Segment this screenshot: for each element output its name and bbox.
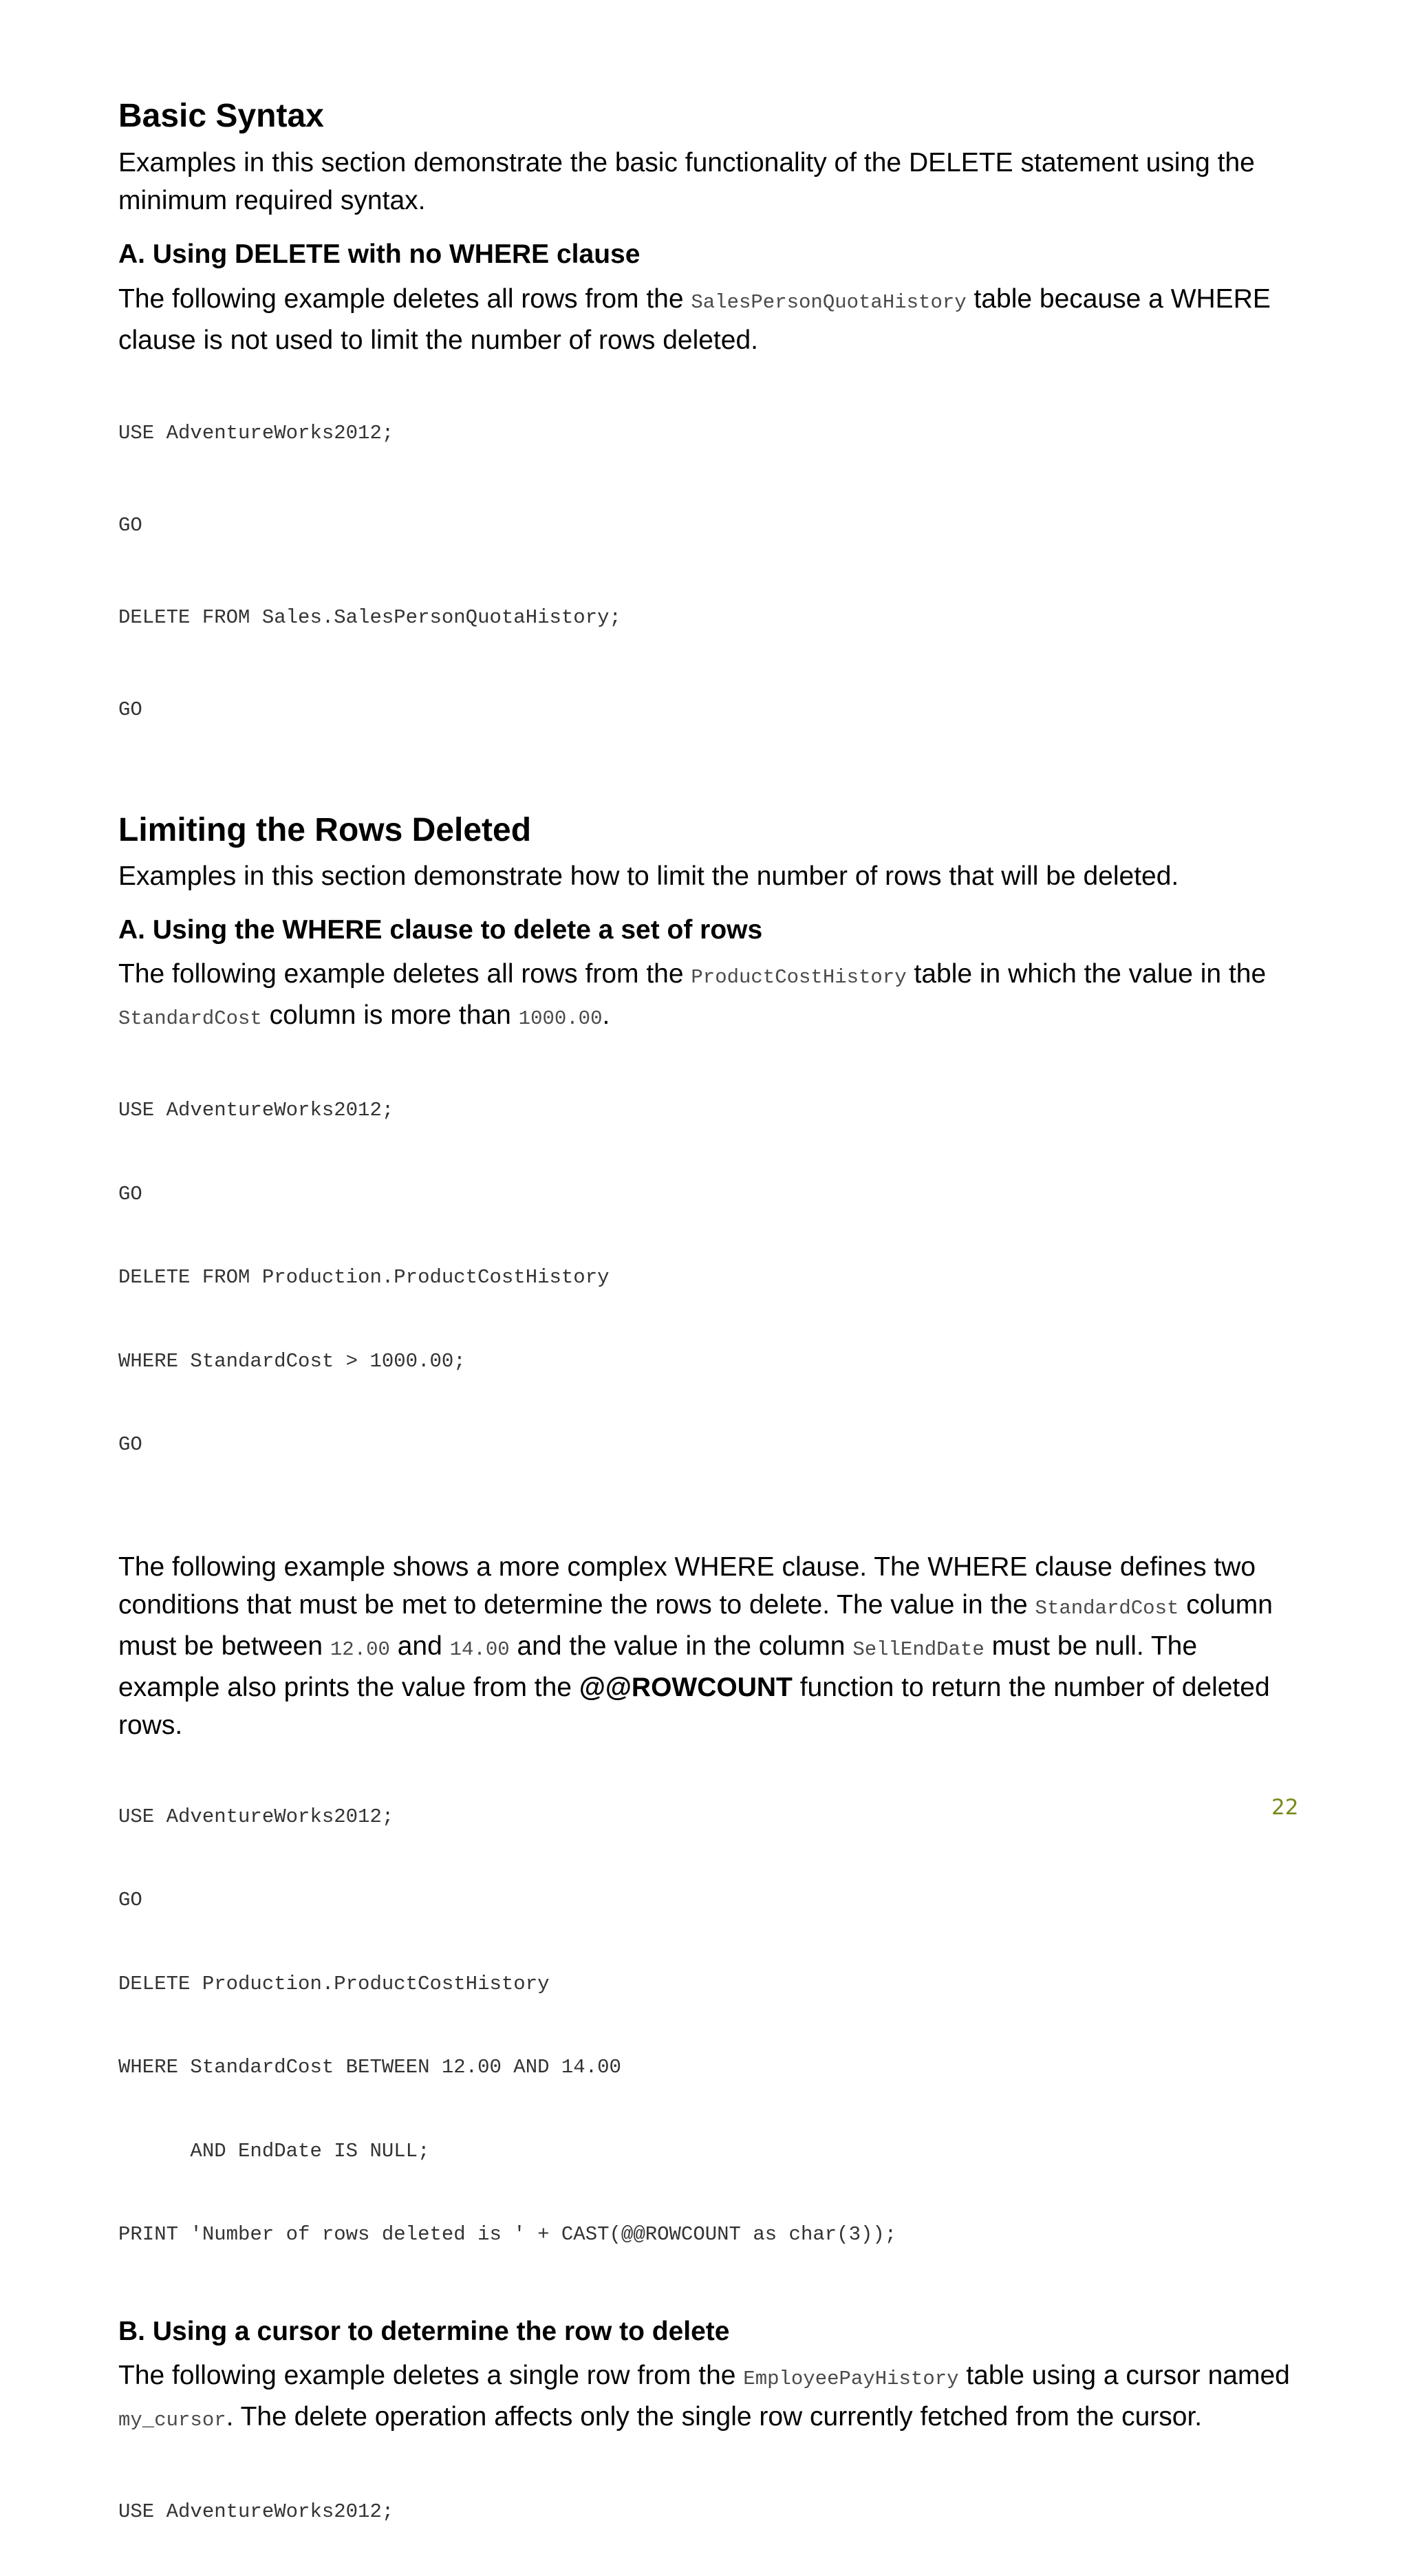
subheading-delete-no-where: A. Using DELETE with no WHERE clause bbox=[118, 236, 1302, 273]
inline-code-term: 12.00 bbox=[330, 1638, 390, 1661]
description-text: table using a cursor named bbox=[959, 2361, 1290, 2390]
code-line: GO bbox=[118, 1426, 1302, 1464]
inline-code-term: my_cursor bbox=[118, 2409, 226, 2432]
where-clause-description bbox=[118, 955, 1302, 1038]
description-text: The following example shows a more complex WHERE clause. The WHERE clause defines two conditions that must be met to determine the rows to delete. The value in the bbox=[118, 1552, 1256, 1620]
section-heading-limiting-rows: Limiting the Rows Deleted bbox=[118, 809, 1302, 852]
bold-function-name: @@ROWCOUNT bbox=[579, 1673, 793, 1702]
code-block-where-clause bbox=[118, 1046, 1302, 1510]
code-line: GO bbox=[118, 687, 1302, 733]
description-text: The following example deletes all rows from the bbox=[118, 284, 691, 314]
inline-code-term: ProductCostHistory bbox=[691, 966, 906, 989]
code-line: USE AdventureWorks2012; bbox=[118, 2493, 1302, 2531]
page-number: 22 bbox=[1271, 1795, 1298, 1820]
description-text: column must be between bbox=[118, 1590, 1273, 1661]
code-line: DELETE FROM Sales.SalesPersonQuotaHistory; bbox=[118, 594, 1302, 641]
code-line: USE AdventureWorks2012; bbox=[118, 410, 1302, 457]
description-text: table in which the value in the bbox=[907, 959, 1267, 989]
inline-code-term: StandardCost bbox=[1035, 1597, 1179, 1620]
inline-code-term: EmployeePayHistory bbox=[743, 2368, 958, 2390]
cursor-delete-description bbox=[118, 2357, 1302, 2439]
code-block-complex-where bbox=[118, 1752, 1302, 2299]
description-text: table because a WHERE clause is not used to limit the number of rows deleted. bbox=[118, 284, 1271, 355]
section-heading-basic-syntax: Basic Syntax bbox=[118, 95, 1302, 138]
subheading-cursor-delete: B. Using a cursor to determine the row to delete bbox=[118, 2313, 1302, 2350]
description-text: The following example deletes all rows from the bbox=[118, 959, 691, 989]
description-text: . bbox=[603, 1000, 610, 1030]
description-text: column is more than bbox=[262, 1000, 519, 1030]
description-text: and the value in the column bbox=[510, 1631, 853, 1661]
description-text: The following example deletes a single row from the bbox=[118, 2361, 743, 2390]
code-line: USE AdventureWorks2012; bbox=[118, 1091, 1302, 1130]
code-line: DELETE Production.ProductCostHistory bbox=[118, 1965, 1302, 2004]
inline-code-term: 14.00 bbox=[450, 1638, 510, 1661]
inline-code-term: SalesPersonQuotaHistory bbox=[691, 291, 966, 314]
description-text: and bbox=[390, 1631, 450, 1661]
inline-code-term: SellEndDate bbox=[852, 1638, 984, 1661]
inline-code-term: StandardCost bbox=[118, 1007, 262, 1030]
code-line: AND EndDate IS NULL; bbox=[118, 2132, 1302, 2171]
subheading-where-clause: A. Using the WHERE clause to delete a set of rows bbox=[118, 912, 1302, 949]
limiting-rows-intro: Examples in this section demonstrate how to limit the number of rows that will be deleted. bbox=[118, 857, 1302, 895]
complex-where-description bbox=[118, 1548, 1302, 1744]
description-text: . The delete operation affects only the single row currently fetched from the cursor. bbox=[226, 2402, 1203, 2432]
code-line: USE AdventureWorks2012; bbox=[118, 1798, 1302, 1836]
code-line: GO bbox=[118, 1175, 1302, 1214]
code-line: DELETE FROM Production.ProductCostHistory bbox=[118, 1258, 1302, 1297]
document-page bbox=[118, 95, 1302, 2576]
code-block-cursor bbox=[118, 2447, 1302, 2576]
basic-syntax-intro: Examples in this section demonstrate the basic functionality of the DELETE statement using the minimum required syntax. bbox=[118, 144, 1302, 219]
delete-no-where-description bbox=[118, 280, 1302, 359]
inline-code-term: 1000.00 bbox=[519, 1007, 603, 1030]
code-line: WHERE StandardCost > 1000.00; bbox=[118, 1342, 1302, 1381]
code-line: WHERE StandardCost BETWEEN 12.00 AND 14.00 bbox=[118, 2048, 1302, 2087]
code-line: GO bbox=[118, 502, 1302, 549]
code-line: GO bbox=[118, 1881, 1302, 1920]
code-line: PRINT 'Number of rows deleted is ' + CAST(@@ROWCOUNT as char(3)); bbox=[118, 2215, 1302, 2254]
description-text: function to return the number of deleted rows. bbox=[118, 1673, 1270, 1740]
description-text: must be null. The example also prints the value from the bbox=[118, 1631, 1197, 1702]
code-block-delete-all bbox=[118, 365, 1302, 779]
